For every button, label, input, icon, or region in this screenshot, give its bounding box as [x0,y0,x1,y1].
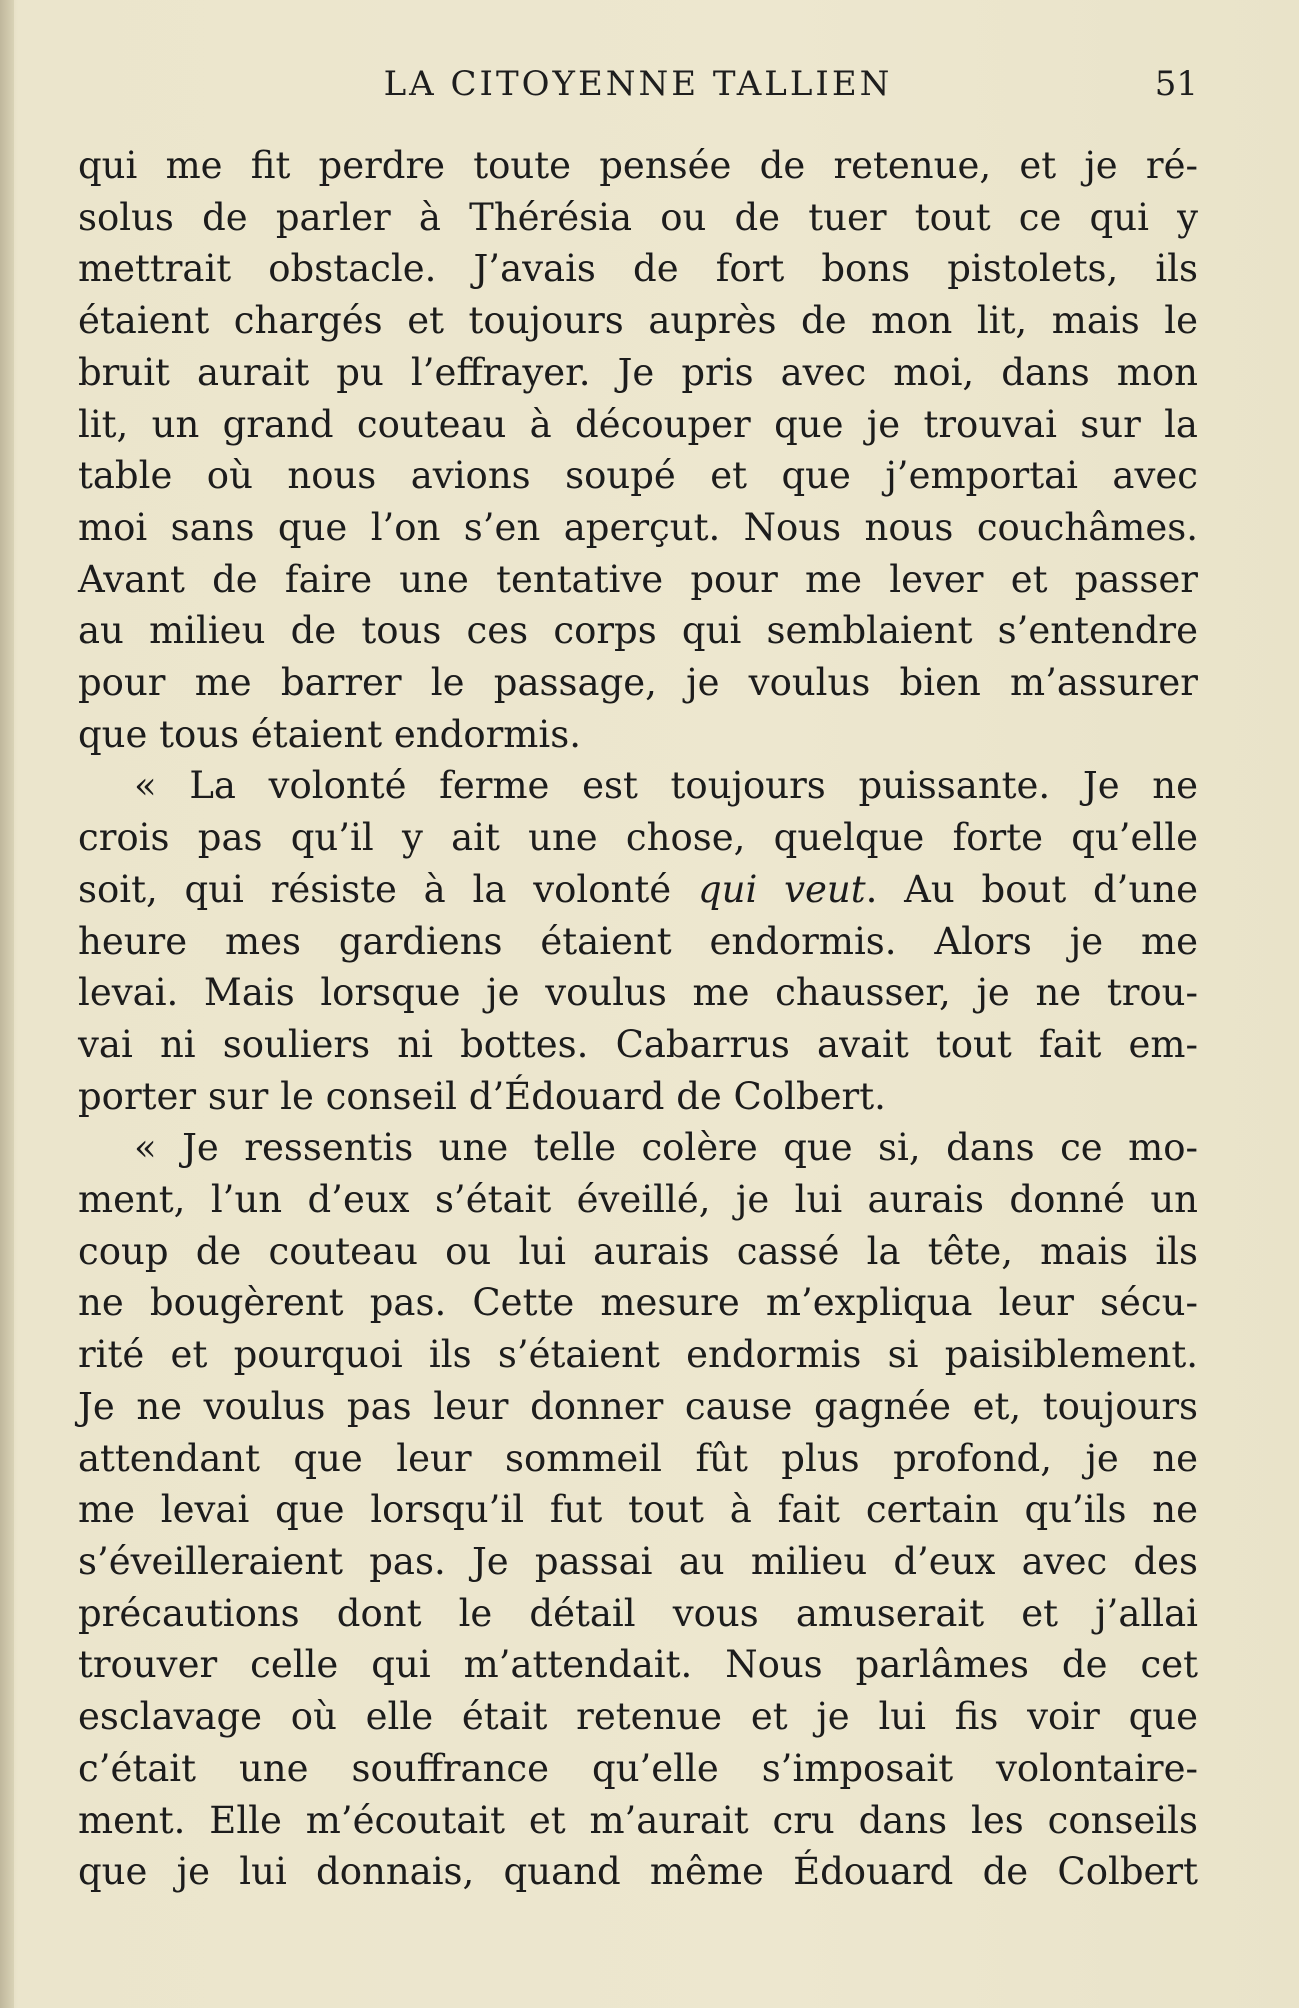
text-line: esclavage où elle était retenue et je lui fis voir que [78,1695,1198,1739]
text-line: trouver celle qui m’attendait. Nous parlâmes de cet [78,1643,1198,1687]
text-line: Je ne voulus pas leur donner cause gagnée et, toujours [78,1384,1198,1428]
text-line-with-italic [78,864,1198,916]
paragraph-1 [78,140,1198,760]
text-line: au milieu de tous ces corps qui semblaient s’entendre [78,609,1198,653]
text-fragment: soit, qui résiste à la volonté [78,867,698,911]
page-gutter-shadow [0,0,14,2008]
text-line: ne bougèrent pas. Cette mesure m’expliqua leur sécu- [78,1281,1198,1325]
page-number: 51 [1154,64,1198,104]
text-line: rité et pourquoi ils s’étaient endormis si paisiblement. [78,1333,1198,1377]
text-line: moi sans que l’on s’en aperçut. Nous nous couchâmes. [78,505,1198,549]
paragraph-3 [78,1122,1198,1898]
text-line: bruit aurait pu l’effrayer. Je pris avec moi, dans mon [78,350,1198,394]
page-header [78,64,1198,114]
text-line: c’était une souffrance qu’elle s’imposait volontaire- [78,1746,1198,1790]
text-line: heure mes gardiens étaient endormis. Alors je me [78,919,1198,963]
text-line: pour me barrer le passage, je voulus bien m’assurer [78,661,1198,705]
text-line: mettrait obstacle. J’avais de fort bons pistolets, ils [78,247,1198,291]
text-line: étaient chargés et toujours auprès de mon lit, mais le [78,299,1198,343]
text-line: table où nous avions soupé et que j’emportai avec [78,454,1198,498]
text-line: s’éveilleraient pas. Je passai au milieu d’eux avec des [78,1539,1198,1583]
paragraph-2 [78,760,1198,1122]
text-line: que tous étaient endormis. [78,712,581,756]
text-line: « Je ressentis une telle colère que si, dans ce mo- [134,1126,1198,1170]
text-line: vai ni souliers ni bottes. Cabarrus avait tout fait em- [78,1022,1198,1066]
italic-emphasis: qui veut [697,867,866,911]
text-line: ment, l’un d’eux s’était éveillé, je lui aurais donné un [78,1178,1198,1222]
body-text [78,140,1198,1898]
running-title: LA CITOYENNE TALLIEN [383,64,893,104]
text-line: coup de couteau ou lui aurais cassé la tête, mais ils [78,1229,1198,1273]
text-line: porter sur le conseil d’Édouard de Colbert. [78,1074,886,1118]
text-line: crois pas qu’il y ait une chose, quelque forte qu’elle [78,816,1198,860]
text-line: attendant que leur sommeil fût plus profond, je ne [78,1436,1198,1480]
text-line: solus de parler à Thérésia ou de tuer tout ce qui y [78,195,1198,239]
text-line: me levai que lorsqu’il fut tout à fait certain qu’ils ne [78,1488,1198,1532]
text-line: ment. Elle m’écoutait et m’aurait cru dans les conseils [78,1798,1198,1842]
text-line: précautions dont le détail vous amuserait et j’allai [78,1591,1198,1635]
text-fragment: . Au bout d’une [865,867,1198,911]
text-line: lit, un grand couteau à découper que je trouvai sur la [78,402,1198,446]
text-line: qui me fit perdre toute pensée de retenue, et je ré- [78,144,1198,187]
text-line: « La volonté ferme est toujours puissante. Je ne [134,764,1198,808]
text-line: Avant de faire une tentative pour me lever et passer [78,557,1198,601]
text-line: levai. Mais lorsque je voulus me chausser, je ne trou- [78,971,1198,1015]
text-line: que je lui donnais, quand même Édouard de Colbert [78,1850,1198,1894]
